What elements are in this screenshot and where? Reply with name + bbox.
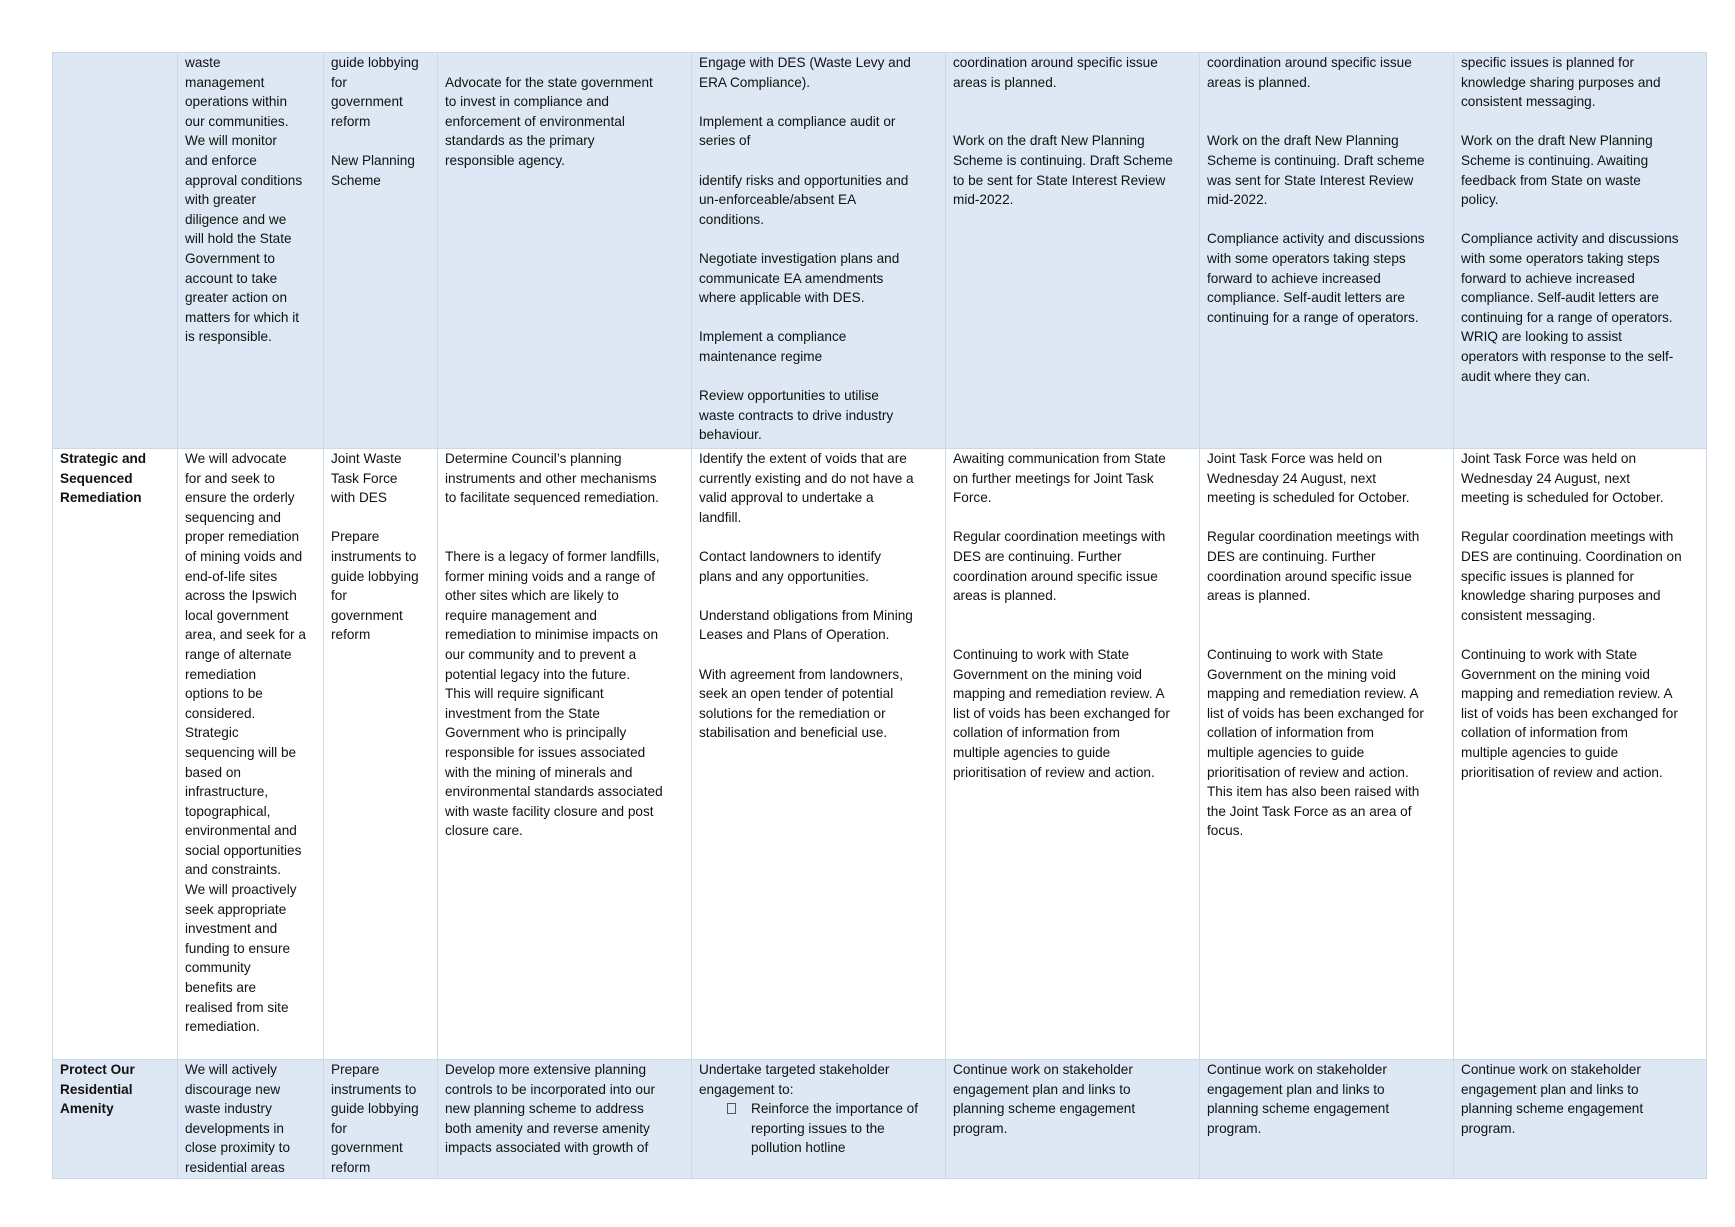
actions-cell: Undertake targeted stakeholder engagement to: Reinforce the importance of reporting issues to the pollution hotline <box>692 1060 946 1179</box>
table-row <box>53 53 1707 449</box>
instruments-cell: Joint Waste Task Force with DES Prepare instruments to guide lobbying for government reform <box>324 449 438 1060</box>
commitment-cell: We will actively discourage new waste industry developments in close proximity to residential areas <box>178 1060 324 1179</box>
commitment-cell: waste management operations within our communities. We will monitor and enforce approval conditions with greater diligence and we will hold the State Government to account to take greater action on matters for which it is responsible. <box>178 53 324 449</box>
instruments-cell: Prepare instruments to guide lobbying for government reform <box>324 1060 438 1179</box>
actions-cell: Engage with DES (Waste Levy and ERA Compliance). Implement a compliance audit or series of identify risks and opportunities and un-enforceable/absent EA conditions. Negotiate investigation plans and communicate EA amendments where applicable with DES. Implement a compliance maintenance regime Review opportunities to utilise waste contracts to drive industry behaviour. <box>692 53 946 449</box>
theme-cell: Strategic and Sequenced Remediation <box>53 449 178 1060</box>
table-row <box>53 1060 1707 1179</box>
instruments-cell: guide lobbying for government reform New Planning Scheme <box>324 53 438 449</box>
commitment-cell: We will advocate for and seek to ensure the orderly sequencing and proper remediation of mining voids and end-of-life sites across the Ipswich local government area, and seek for a range of alternate remediation options to be considered. Strategic sequencing will be based on infrastructure, topographical, environmental and social opportunities and constraints. We will proactively seek appropriate investment and funding to ensure community benefits are realised from site remediation. <box>178 449 324 1060</box>
update-cell: Joint Task Force was held on Wednesday 24 August, next meeting is scheduled for October. Regular coordination meetings with DES are continuing. Further coordination around specific issue areas is planned. Continuing to work with State Government on the mining void mapping and remediation review. A list of voids has been exchanged for collation of information from multiple agencies to guide prioritisation of review and action. This item has also been raised with the Joint Task Force as an area of focus. <box>1200 449 1454 1060</box>
update-cell: Awaiting communication from State on further meetings for Joint Task Force. Regular coordination meetings with DES are continuing. Further coordination around specific issue areas is planned. Continuing to work with State Government on the mining void mapping and remediation review. A list of voids has been exchanged for collation of information from multiple agencies to guide prioritisation of review and action. <box>946 449 1200 1060</box>
strategy-cell: Determine Council’s planning instruments and other mechanisms to facilitate sequenced remediation. There is a legacy of former landfills, former mining voids and a range of other sites which are likely to require management and remediation to minimise impacts on our community and to prevent a potential legacy into the future. This will require significant investment from the State Government who is principally responsible for issues associated with the mining of minerals and environmental standards associated with waste facility closure and post closure care. <box>438 449 692 1060</box>
strategy-cell: Develop more extensive planning controls to be incorporated into our new planning scheme to address both amenity and reverse amenity impacts associated with growth of <box>438 1060 692 1179</box>
update-cell: specific issues is planned for knowledge sharing purposes and consistent messaging. Work on the draft New Planning Scheme is continuing. Awaiting feedback from State on waste policy. Compliance activity and discussions with some operators taking steps forward to achieve increased compliance. Self-audit letters are continuing for a range of operators. WRIQ are looking to assist operators with response to the self- audit where they can. <box>1454 53 1707 449</box>
theme-cell: Protect Our Residential Amenity <box>53 1060 178 1179</box>
bullet-list <box>699 1099 938 1158</box>
table-row <box>53 449 1707 1060</box>
theme-cell <box>53 53 178 449</box>
update-cell: coordination around specific issue areas is planned. Work on the draft New Planning Scheme is continuing. Draft scheme was sent for State Interest Review mid-2022. Compliance activity and discussions with some operators taking steps forward to achieve increased compliance. Self-audit letters are continuing for a range of operators. <box>1200 53 1454 449</box>
update-cell: coordination around specific issue areas is planned. Work on the draft New Planning Scheme is continuing. Draft Scheme to be sent for State Interest Review mid-2022. <box>946 53 1200 449</box>
update-cell: Continue work on stakeholder engagement plan and links to planning scheme engagement program. <box>946 1060 1200 1179</box>
update-cell: Joint Task Force was held on Wednesday 24 August, next meeting is scheduled for October. Regular coordination meetings with DES are continuing. Coordination on specific issues is planned for knowledge sharing purposes and consistent messaging. Continuing to work with State Government on the mining void mapping and remediation review. A list of voids has been exchanged for collation of information from multiple agencies to guide prioritisation of review and action. <box>1454 449 1707 1060</box>
bullet-box-icon <box>727 1103 736 1114</box>
list-item: Reinforce the importance of reporting issues to the pollution hotline <box>751 1099 938 1158</box>
action-plan-table <box>52 52 1707 1179</box>
update-cell: Continue work on stakeholder engagement plan and links to planning scheme engagement program. <box>1454 1060 1707 1179</box>
update-cell: Continue work on stakeholder engagement plan and links to planning scheme engagement program. <box>1200 1060 1454 1179</box>
actions-cell: Identify the extent of voids that are currently existing and do not have a valid approval to undertake a landfill. Contact landowners to identify plans and any opportunities. Understand obligations from Mining Leases and Plans of Operation. With agreement from landowners, seek an open tender of potential solutions for the remediation or stabilisation and beneficial use. <box>692 449 946 1060</box>
strategy-cell: Advocate for the state government to invest in compliance and enforcement of environmental standards as the primary responsible agency. <box>438 53 692 449</box>
